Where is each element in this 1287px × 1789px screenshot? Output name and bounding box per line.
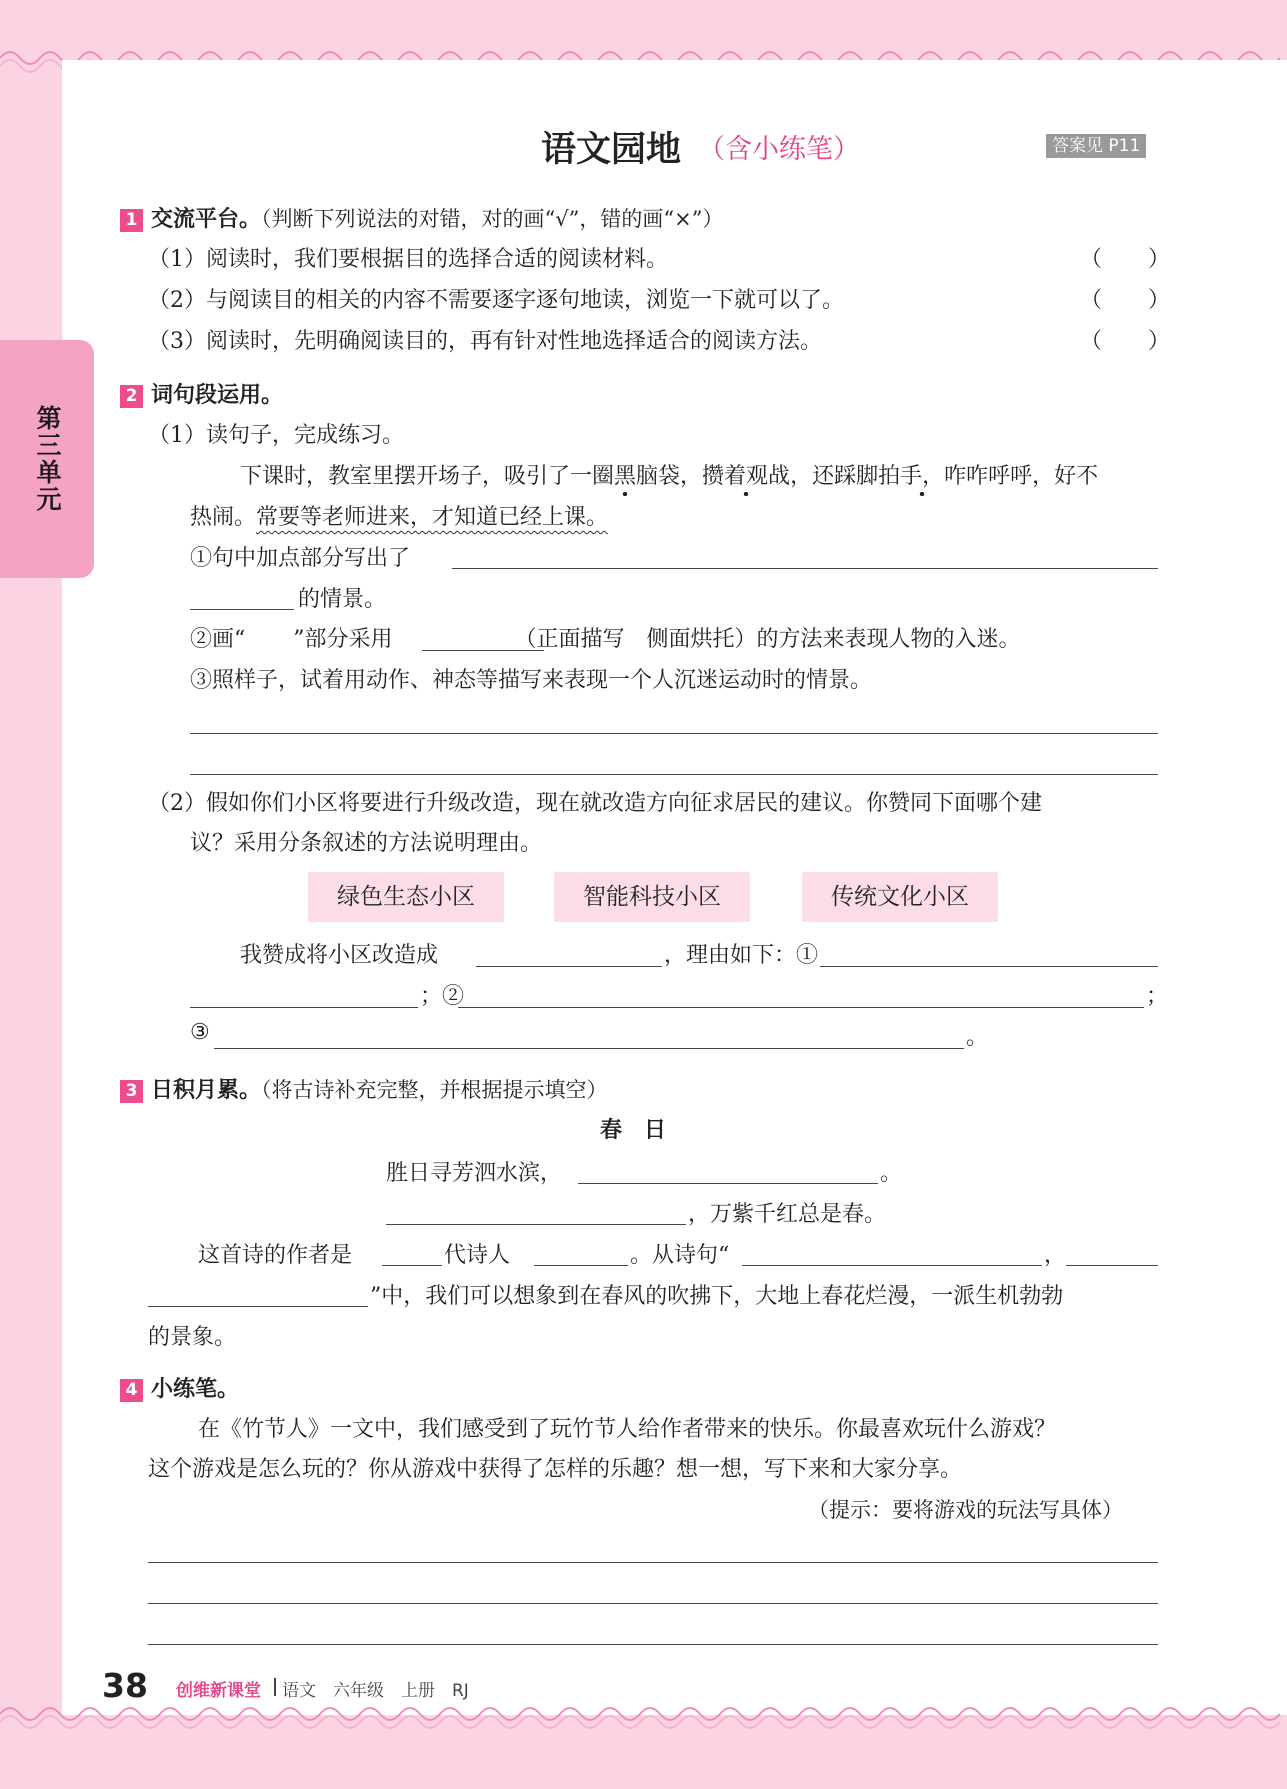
writing-hint: （提示：要将游戏的玩法写具体） [808,1498,1123,1522]
author-question-b: 代诗人 [444,1243,511,1268]
essay-line-2[interactable] [148,1603,1158,1604]
section-3-instruction: （将古诗补充完整，并根据提示填空） [261,1078,608,1102]
section-2-title: 词句段运用。 [151,383,284,408]
reason-1-blank-b[interactable] [190,1007,418,1008]
writing-prompt-a: 在《竹节人》一文中，我们感受到了玩竹节人给作者带来的快乐。你最喜欢玩什么游戏？ [198,1417,1057,1442]
reason-2-blank[interactable] [458,1007,1144,1008]
passage-line-2: 热闹。常要等老师进来，才知道已经上课。 [190,505,609,530]
essay-line-3[interactable] [148,1644,1158,1645]
dotted-phrase-2: 攒着观战 [702,459,790,490]
section-2-header [120,378,283,409]
answer-line-text-b: ，理由如下：① [664,943,819,968]
author-question-a: 这首诗的作者是 [198,1243,353,1268]
section-1-instruction: （判断下列说法的对错，对的画“√”，错的画“×”） [261,207,724,231]
verse-blank-c[interactable] [148,1306,368,1307]
section-1-number: 1 [120,209,143,232]
reason-1-blank-a[interactable] [820,966,1158,967]
part-1-label: （1）读句子，完成练习。 [148,423,404,448]
poem-blank-1[interactable] [578,1183,878,1184]
wavy-underlined-sentence: 常要等老师进来，才知道已经上课。 [256,505,609,530]
question-2-text: ②画“ ”部分采用 （正面描写 侧面烘托）的方法来表现人物的入迷。 [190,627,1021,652]
section-3-number: 3 [120,1080,143,1103]
option-smart-tech[interactable]: 智能科技小区 [554,872,750,922]
answer-line-text-a: 我赞成将小区改造成 [240,943,439,968]
section-3-header [120,1073,608,1104]
question-1-blank-a[interactable] [452,568,1158,569]
answer-reference: 答案见 P11 [1046,134,1146,158]
answer-paren-right-3: ） [1148,329,1171,354]
reason-3-blank[interactable] [214,1048,964,1049]
verse-blank-a[interactable] [742,1265,1042,1266]
footer-brand: 创维新课堂 [176,1681,261,1701]
unit-side-tab [0,340,94,578]
poem-title: 春 日 [600,1118,667,1143]
judge-item-2: （2）与阅读目的相关的内容不需要逐字逐句地读，浏览一下就可以了。 [148,288,844,313]
reason-2-end: ； [1146,984,1169,1009]
answer-paren-right-1: ） [1148,247,1171,272]
dotted-phrase-3: 还踩脚拍手，咋咋呼呼 [812,459,1032,490]
poem-blank-2[interactable] [386,1224,686,1225]
page-number: 38 [102,1666,148,1705]
poem-line-1: 胜日寻芳泗水滨， [386,1161,563,1186]
answer-paren-left-1[interactable]: （ [1080,247,1103,272]
judge-item-3: （3）阅读时，先明确阅读目的，再有针对性地选择适合的阅读方法。 [148,329,822,354]
part-2-text-a: （2）假如你们小区将要进行升级改造，现在就改造方向征求居民的建议。你赞同下面哪个建 [148,791,1043,816]
page-title: 语文园地 [541,130,682,170]
poem-line-1-end: 。 [880,1161,903,1186]
section-3-title: 日积月累。 [151,1078,262,1103]
question-1-blank-b[interactable] [190,609,294,610]
footer-divider [274,1678,276,1696]
author-question-c: 。从诗句“ [630,1243,730,1268]
poem-line-2: ，万紫千红总是春。 [688,1202,887,1227]
question-2-blank[interactable] [422,650,544,651]
verse-blank-b[interactable] [1066,1265,1158,1266]
part-2-text-b: 议？采用分条叙述的方法说明理由。 [190,831,543,856]
answer-paren-left-2[interactable]: （ [1080,288,1103,313]
section-1-title: 交流平台。 [151,207,262,232]
answer-paren-right-2: ） [1148,288,1171,313]
reason-3-end: 。 [966,1025,989,1050]
option-green-ecology[interactable]: 绿色生态小区 [308,872,504,922]
dynasty-blank[interactable] [382,1265,442,1266]
writing-line-1[interactable] [190,733,1158,734]
author-question-d: ， [1044,1243,1067,1268]
section-4-header [120,1372,239,1403]
section-4-number: 4 [120,1379,143,1402]
question-1-text: ①句中加点部分写出了 [190,546,411,571]
dotted-phrase-1: 一圈黑脑袋 [570,459,680,490]
essay-line-1[interactable] [148,1562,1158,1563]
reason-2-label: ；② [420,984,465,1009]
writing-line-2[interactable] [190,774,1158,775]
page-subtitle: （含小练笔） [698,134,860,165]
unit-label: 第三单元 [33,405,62,513]
writing-prompt-b: 这个游戏是怎么玩的？你从游戏中获得了怎样的乐趣？想一想，写下来和大家分享。 [148,1457,963,1482]
section-1-header [120,202,723,233]
reason-3-label: ③ [190,1020,210,1045]
author-question-e: ”中，我们可以想象到在春风的吹拂下，大地上春花烂漫，一派生机勃勃 [370,1284,1064,1309]
section-4-title: 小练笔。 [151,1377,240,1402]
author-question-f: 的景象。 [148,1325,237,1350]
question-3-text: ③照样子，试着用动作、神态等描写来表现一个人沉迷运动时的情景。 [190,668,873,693]
answer-paren-left-3[interactable]: （ [1080,329,1103,354]
option-traditional-culture[interactable]: 传统文化小区 [802,872,998,922]
footer-info: 语文 六年级 上册 RJ [282,1681,469,1701]
passage-line-1: 下课时，教室里摆开场子，吸引了一圈黑脑袋，攒着观战，还踩脚拍手，咋咋呼呼，好不 [240,459,1098,490]
judge-item-1: （1）阅读时，我们要根据目的选择合适的阅读材料。 [148,247,668,272]
author-blank[interactable] [534,1265,628,1266]
answer-blank-choice[interactable] [476,966,662,967]
bottom-wave-border [0,1700,1287,1740]
question-1-text-end: 的情景。 [298,587,387,612]
section-2-number: 2 [120,385,143,408]
